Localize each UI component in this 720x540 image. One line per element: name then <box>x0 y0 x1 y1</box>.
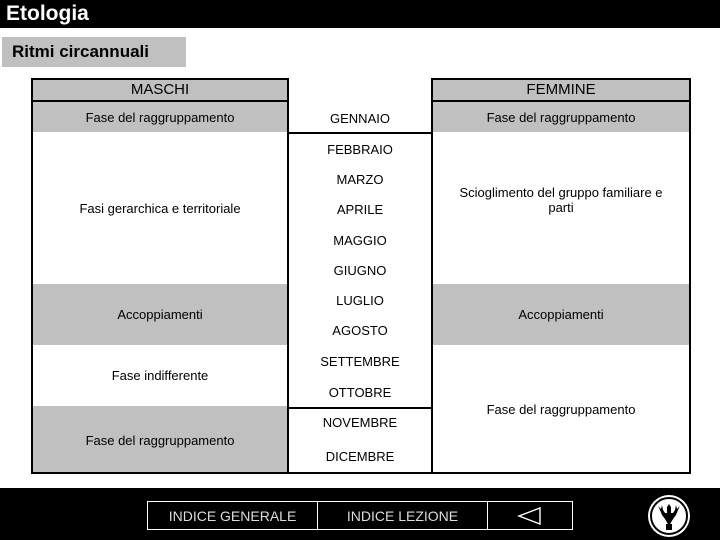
deer-logo-icon[interactable] <box>648 495 690 537</box>
month-label: MARZO <box>336 172 384 187</box>
month-label: OTTOBRE <box>328 385 392 400</box>
month-label: AGOSTO <box>332 323 388 338</box>
month-label: GIUGNO <box>333 263 387 278</box>
month-label: APRILE <box>336 202 384 217</box>
month-label: MAGGIO <box>333 233 387 248</box>
index-general-button[interactable]: INDICE GENERALE <box>147 501 318 530</box>
males-header: MASCHI <box>31 78 289 102</box>
title-bar <box>0 0 720 28</box>
table-bottom-line <box>289 472 431 474</box>
males-phase-hierarchical: Fasi gerarchica e territoriale <box>31 132 289 286</box>
month-divider <box>289 407 431 409</box>
deer-silhouette <box>650 497 688 535</box>
back-button[interactable] <box>487 501 573 530</box>
males-phase-grouping-2: Fase del raggruppamento <box>31 406 289 474</box>
males-phase-grouping-1: Fase del raggruppamento <box>31 102 289 134</box>
month-label: GENNAIO <box>330 111 390 126</box>
month-label: SETTEMBRE <box>320 354 400 369</box>
females-phase-grouping-1: Fase del raggruppamento <box>431 102 691 134</box>
index-lesson-button[interactable]: INDICE LEZIONE <box>317 501 488 530</box>
females-phase-grouping-2: Fase del raggruppamento <box>431 345 691 474</box>
females-family-breakup: Scioglimento del gruppo familiare e parti <box>431 132 691 286</box>
month-label: NOVEMBRE <box>322 415 398 430</box>
males-mating: Accoppiamenti <box>31 284 289 347</box>
males-indifferent: Fase indifferente <box>31 345 289 408</box>
females-header: FEMMINE <box>431 78 691 102</box>
triangle-left-icon <box>517 506 543 526</box>
page-title: Etologia <box>6 2 89 25</box>
month-label: LUGLIO <box>336 293 384 308</box>
month-label: FEBBRAIO <box>327 142 393 157</box>
females-mating: Accoppiamenti <box>431 284 691 347</box>
month-label: DICEMBRE <box>325 449 395 464</box>
month-divider <box>289 132 431 134</box>
section-subtitle: Ritmi circannuali <box>2 37 186 67</box>
